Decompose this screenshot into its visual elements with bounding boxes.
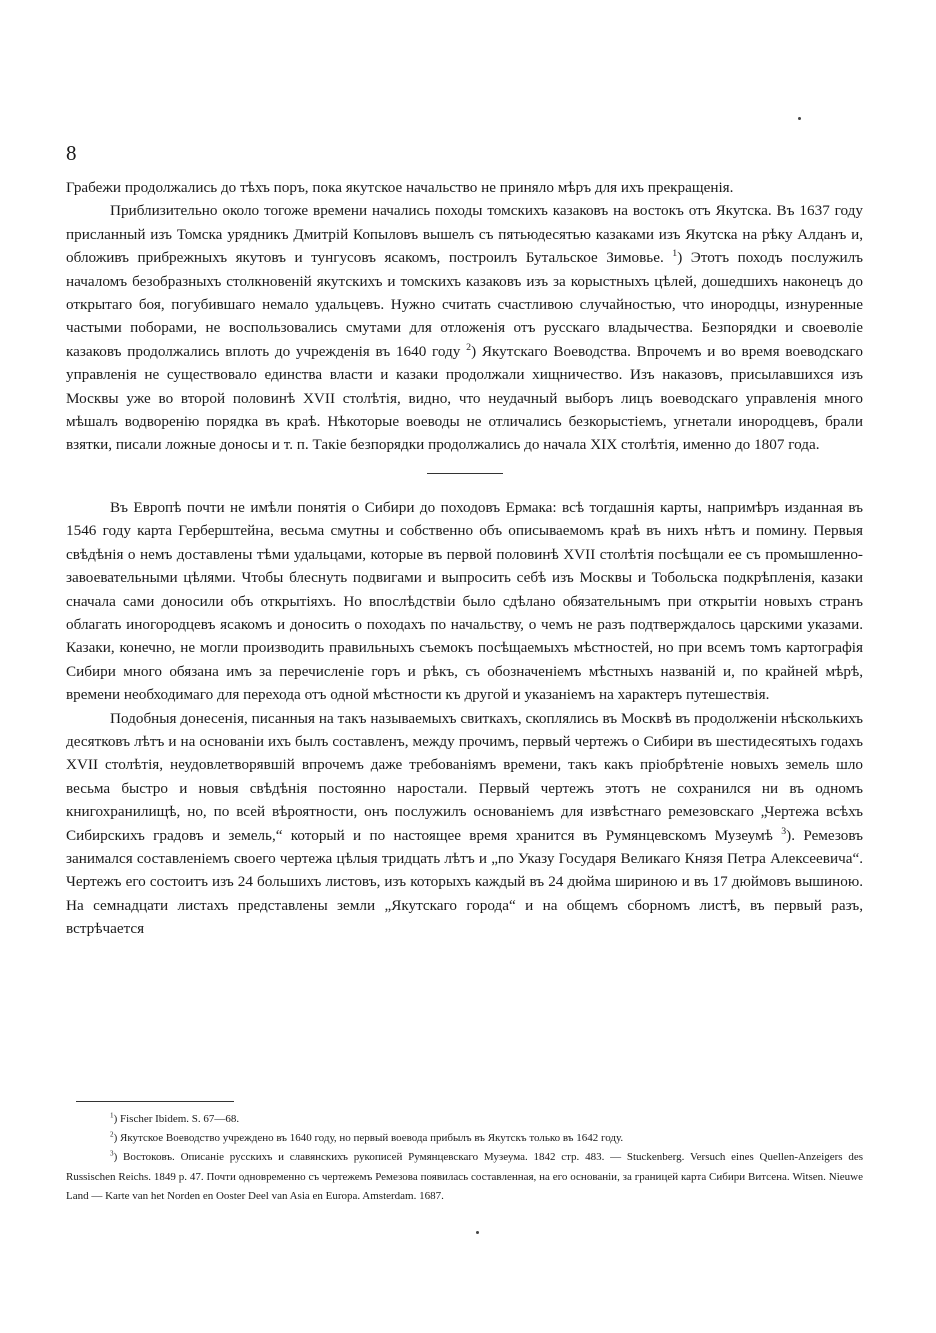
paragraph-3: Въ Европѣ почти не имѣли понятія о Сибири до походовъ Ермака: всѣ тогдашнія карты, напримѣръ изданная въ 1546 году карта Герберштейна, весьма смутны и собственно объ описываемомъ краѣ въ нихъ нѣтъ и помину. Первыя свѣдѣнія о немъ доставлены тѣми удальцами, которые въ первой половинѣ XVII столѣтія посѣщали ее съ промышленно-завоевательными цѣлями. Чтобы блеснуть подвигами и выпросить себѣ изъ Москвы и Тобольска подкрѣпленія, казаки сначала сами доносили объ открытіяхъ. Но впослѣдствіи было сдѣлано обязательнымъ при открытіи новыхъ странъ облагать иногородцевъ ясакомъ и доносить о походахъ по начальству, о чемъ не разъ подтверждалось царскими указами. Казаки, конечно, не могли производить правильныхъ съемокъ посѣщаемыхъ мѣстностей, но при всемъ томъ картографія Сибири много обязана имъ за перечисленіе горъ и рѣкъ, съ обозначеніемъ мѣстныхъ названій и, по крайней мѣрѣ, времени необходимаго для перехода отъ одной мѣстности къ другой и указаніемъ на характеръ путешествія. (66, 498, 863, 704)
section-separator (427, 473, 503, 474)
body-text (66, 176, 863, 941)
footnote-divider (76, 1101, 234, 1102)
paragraph-1: Грабежи продолжались до тѣхъ поръ, пока якутское начальство не приняло мѣръ для ихъ прекращенія. (66, 179, 734, 196)
paragraph-2-part-b: ) Этотъ походъ послужилъ началомъ безобразныхъ столкновеній якутскихъ и томскихъ казаковъ изъ за корыстныхъ цѣлей, дошедшихъ наконецъ до открытаго боя, погубившаго немало удальцевъ. Нужно считать счастливою случайностью, что инородцы, изнуренные частыми поборами, не воспользовались смутами для отложенія отъ русскаго владычества. Безпорядки и своеволіе казаковъ продолжались вплоть до учрежденія въ 1640 году (66, 249, 864, 360)
print-speck (798, 117, 801, 120)
footnote-text: ) Якутское Воеводство учреждено въ 1640 году, но первый воевода прибылъ въ Якутскъ только въ 1642 году. (113, 1132, 624, 1145)
footnotes (66, 1110, 863, 1206)
paragraph-4-part-a: Подобныя донесенія, писанныя на такъ называемыхъ свиткахъ, скоплялись въ Москвѣ въ продолженіи нѣсколькихъ десятковъ лѣтъ и на основаніи ихъ былъ составленъ, между прочимъ, первый чертежъ о Сибири въ шестидесятыхъ годахъ XVII столѣтія, неудовлетворявшій впрочемъ даже требованіямъ времени, такъ какъ пріобрѣтеніе новыхъ земель шло весьма быстро и новыя свѣдѣнія постоянно наростали. Первый чертежъ этотъ не сохранился ни въ одномъ книгохранилищѣ, но, по всей вѣроятности, онъ послужилъ основаніемъ для извѣстнаго ремезовскаго „Чертежа всѣхъ Сибирскихъ градовъ и земель,“ который и по настоящее время хранится въ Румянцевскомъ Музеумѣ (66, 709, 863, 844)
paragraph-2-part-c: ) Якутскаго Воеводства. Впрочемъ и во время воеводскаго управленія не существовало единства власти и казаки продолжали хищничество. Изъ наказовъ, присылавшихся изъ Москвы уже во второй половинѣ XVII столѣтія, видно, что неудачный выборъ лицъ воеводскаго управленія много мѣшалъ водворенію порядка въ краѣ. Нѣкоторые воеводы не отличались безкорыстіемъ, угнетали инородцевъ, брали взятки, писали ложные доносы и т. п. Такіе безпорядки продолжались до начала XIX столѣтія, именно до 1807 года. (66, 342, 863, 454)
page-number: 8 (66, 141, 77, 165)
paragraph-2 (66, 199, 863, 456)
paragraph-4-part-b: ). Ремезовъ занимался составленіемъ своего чертежа цѣлыя тридцать лѣтъ и „по Указу Государя Великаго Князя Петра Алексеевича“. Чертежъ его состоитъ изъ 24 большихъ листовъ, изъ которыхъ каждый въ 24 дюйма шириною и въ 17 дюймовъ вышиною. На семнадцати листахъ представлены земли „Якутскаго города“ и на общемъ сборномъ листѣ, въ первый разъ, встрѣчается (66, 826, 863, 938)
footnote-2 (66, 1129, 863, 1148)
footnote-marker: 2 (110, 1130, 114, 1139)
footnote-ref-3: 3 (781, 825, 787, 837)
footnote-1 (66, 1110, 863, 1129)
footnote-marker: 1 (110, 1111, 114, 1120)
footnote-marker: 3 (110, 1149, 114, 1158)
footnote-3 (66, 1148, 863, 1206)
footnote-text: ) Востоковъ. Описаніе русскихъ и славянскихъ рукописей Румянцевскаго Музеума. 1842 стр. 483. — Stuckenberg. Versuch eines Quellen-Anzeigers des Russischen Reichs. 1849 p. 47. Почти одновременно съ чертежемъ Ремезова появилась составленная, на его основаніи, за границей карта Сибири Витсена. Witsen. Nieuwe Land — Karte van het Norden en Ooster Deel van Asia en Europa. Amsterdam. 1687. (66, 1151, 863, 1202)
paragraph-2-part-a: Приблизительно около тогоже времени начались походы томскихъ казаковъ на востокъ отъ Якутска. Въ 1637 году присланный изъ Томска урядникъ Дмитрій Копыловъ вышелъ съ пятьюдесятью казаками изъ Якутска на рѣку Алданъ и, обложивъ прибрежныхъ якутовъ и тунгусовъ ясакомъ, построилъ Бутальское Зимовье. (66, 202, 863, 267)
footnote-ref-1: 1 (672, 248, 678, 260)
paragraph-4 (66, 707, 863, 941)
print-speck (476, 1231, 479, 1234)
footnote-text: ) Fischer Ibidem. S. 67—68. (113, 1113, 240, 1125)
footnote-ref-2: 2 (466, 341, 472, 353)
